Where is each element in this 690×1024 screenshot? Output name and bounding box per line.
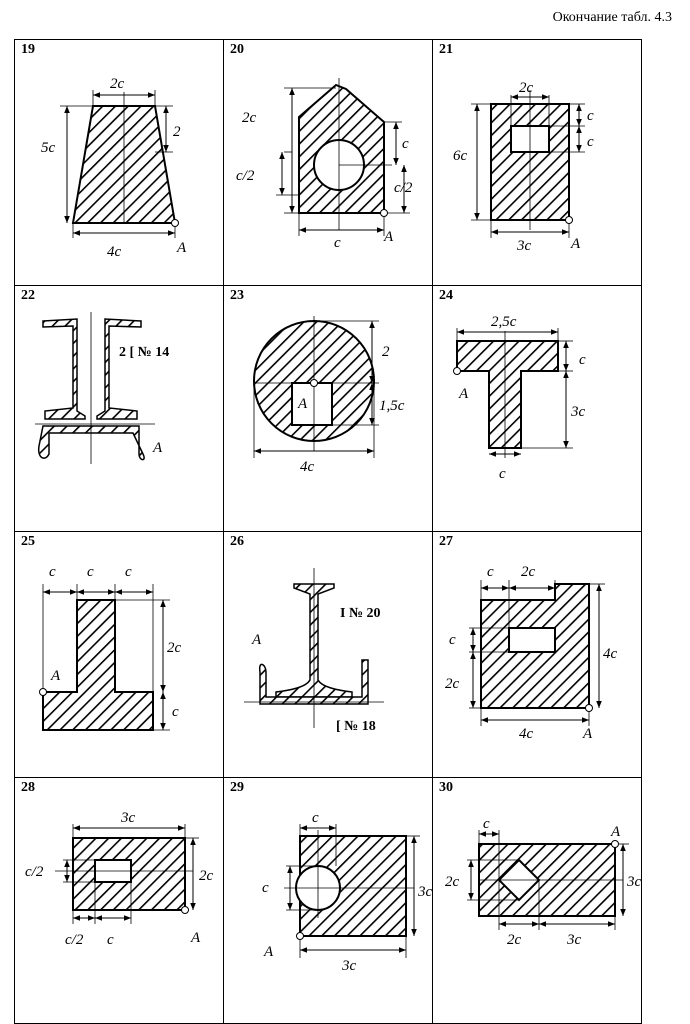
section-drawing-28 [15, 778, 223, 1023]
figure-cell-23 [224, 286, 433, 532]
point-label: A [51, 668, 61, 684]
section-drawing-30 [433, 778, 641, 1023]
dim-label: 2c [507, 932, 522, 948]
point-label: A [611, 824, 621, 840]
dim-label: 4c [603, 646, 618, 662]
dim-label: c [107, 932, 114, 948]
figure-cell-22 [15, 286, 224, 532]
dim-label: c [587, 134, 594, 150]
profile-label: 2 [ № 14 [119, 345, 170, 360]
dim-label: 4c [300, 459, 315, 475]
dim-label: c [49, 564, 56, 580]
point-label: A [459, 386, 469, 402]
section-drawing-27 [433, 532, 641, 777]
section-drawing-29 [224, 778, 432, 1023]
dim-label: 2c [110, 76, 125, 92]
section-drawing-25 [15, 532, 223, 777]
dim-label: 2c [445, 874, 460, 890]
point-label: A [252, 632, 262, 648]
dim-label: c [402, 136, 409, 152]
dim-label: c [312, 810, 319, 826]
dim-label: 3c [342, 958, 357, 974]
figure-number: 22 [21, 288, 35, 303]
figure-number: 25 [21, 534, 35, 549]
section-drawing-24 [433, 286, 641, 531]
point-label: A [571, 236, 581, 252]
dim-label: 3c [627, 874, 641, 890]
dim-label: c [125, 564, 132, 580]
point-label: A [298, 396, 308, 412]
figure-cell-25 [15, 532, 224, 778]
figure-cell-20 [224, 40, 433, 286]
figure-number: 19 [21, 42, 35, 57]
dim-label: 3c [571, 404, 586, 420]
figure-number: 27 [439, 534, 453, 549]
figure-cell-29 [224, 778, 433, 1024]
figure-number: 28 [21, 780, 35, 795]
point-label: A [177, 240, 187, 256]
dim-label: 2,5c [491, 314, 517, 330]
figure-number: 26 [230, 534, 244, 549]
dim-label: 5c [41, 140, 56, 156]
point-label: A [384, 229, 394, 245]
figure-cell-21 [433, 40, 642, 286]
dim-label: c [262, 880, 269, 896]
point-label: A [264, 944, 274, 960]
figure-cell-27 [433, 532, 642, 778]
dim-label: 2c [519, 80, 534, 96]
dim-label: c [334, 235, 341, 251]
dim-label: c [499, 466, 506, 482]
dim-label: 3c [121, 810, 136, 826]
section-drawing-20 [224, 40, 432, 285]
figure-cell-24 [433, 286, 642, 532]
figure-number: 23 [230, 288, 244, 303]
section-drawing-19 [15, 40, 223, 285]
section-drawing-22 [15, 286, 223, 531]
figure-number: 21 [439, 42, 453, 57]
dim-label: c [449, 632, 456, 648]
dim-label: c [483, 816, 490, 832]
dim-label: c/2 [25, 864, 44, 880]
figure-number: 29 [230, 780, 244, 795]
point-label: A [191, 930, 201, 946]
dim-label: 2 [382, 344, 390, 360]
dim-label: 3c [517, 238, 532, 254]
dim-label: 2c [242, 110, 257, 126]
figure-cell-19 [15, 40, 224, 286]
figure-cell-28 [15, 778, 224, 1024]
dim-label: 3c [567, 932, 582, 948]
section-drawing-21 [433, 40, 641, 285]
dim-label: 2c [199, 868, 214, 884]
section-drawing-26 [224, 532, 432, 777]
dim-label: 1,5c [379, 398, 405, 414]
dim-label: c/2 [394, 180, 413, 196]
figure-number: 20 [230, 42, 244, 57]
figure-number: 30 [439, 780, 453, 795]
dim-label: 2c [521, 564, 536, 580]
dim-label: c/2 [65, 932, 84, 948]
channel-label: [ № 18 [336, 719, 376, 734]
dim-label: 4c [519, 726, 534, 742]
dim-label: c [87, 564, 94, 580]
dim-label: 2 [173, 124, 181, 140]
dim-label: c [487, 564, 494, 580]
section-drawing-23 [224, 286, 432, 531]
figure-cell-30 [433, 778, 642, 1024]
dim-label: c/2 [236, 168, 255, 184]
dim-label: 6c [453, 148, 468, 164]
dim-label: c [579, 352, 586, 368]
beam-label: I № 20 [340, 606, 381, 621]
figure-number: 24 [439, 288, 453, 303]
dim-label: c [172, 704, 179, 720]
dim-label: 2c [445, 676, 460, 692]
figure-cell-26 [224, 532, 433, 778]
dim-label: 4c [107, 244, 122, 260]
point-label: A [583, 726, 593, 742]
dim-label: 3c [418, 884, 432, 900]
point-label: A [153, 440, 163, 456]
table-caption: Окончание табл. 4.3 [552, 10, 672, 25]
figures-grid [14, 39, 642, 1024]
dim-label: 2c [167, 640, 182, 656]
dim-label: c [587, 108, 594, 124]
